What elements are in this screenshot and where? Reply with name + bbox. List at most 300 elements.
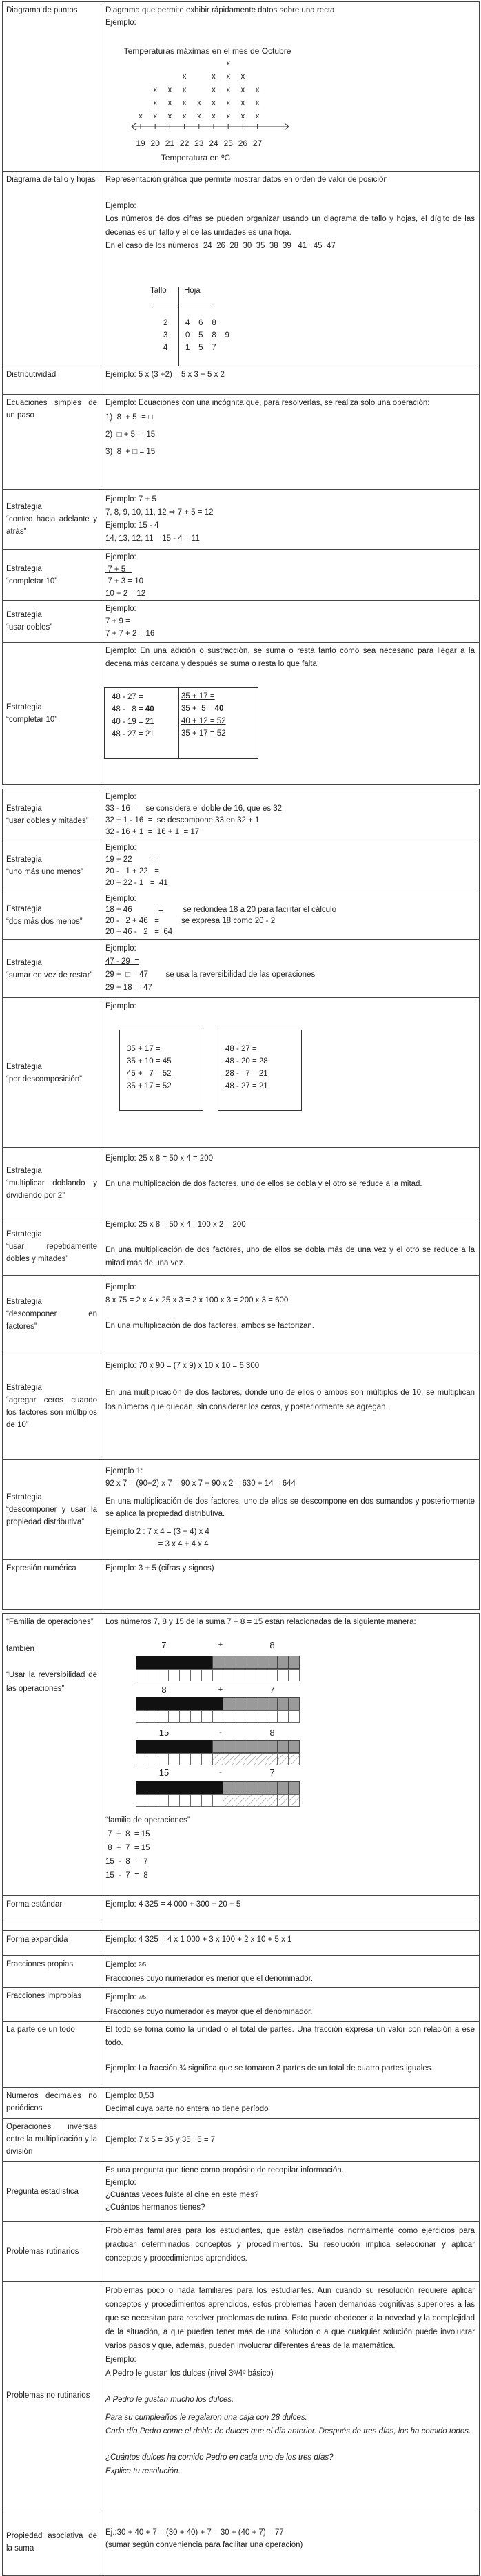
term-label: Fracciones impropias bbox=[6, 1992, 82, 2000]
bar-empty-cell bbox=[158, 1669, 170, 1681]
dot-marker: x bbox=[182, 72, 187, 81]
example-text: Ej.:30 + 40 + 7 = (30 + 40) + 7 = 30 + (40 + 7) = 77 bbox=[105, 2528, 284, 2537]
row-propias bbox=[2, 1956, 480, 1988]
example-text: Ejemplo: 3 + 5 (cifras y signos) bbox=[105, 1564, 214, 1572]
row-parte-todo bbox=[2, 2022, 480, 2088]
bar-gray-cell bbox=[223, 1781, 234, 1794]
dot-marker: x bbox=[182, 112, 187, 121]
definition bbox=[101, 2222, 479, 2281]
bar-hatched-cell bbox=[212, 1753, 224, 1765]
term-label: Estrategia “uno más uno menos” bbox=[6, 855, 83, 876]
example-line: 8 x 75 = 2 x 4 x 25 x 3 = 2 x 100 x 3 = 200 x 3 = 600 bbox=[105, 1296, 289, 1305]
bar-empty-cell bbox=[212, 1710, 224, 1723]
bar-empty-cell bbox=[179, 1794, 191, 1807]
bar-hatched-cell bbox=[223, 1753, 234, 1765]
example-label: Ejemplo: bbox=[105, 2179, 136, 2187]
example-line: 14, 13, 12, 11 15 - 4 = 11 bbox=[105, 534, 200, 543]
box-line: 35 + 17 = bbox=[181, 692, 215, 700]
dot-marker: x bbox=[139, 112, 143, 121]
definition bbox=[101, 366, 479, 394]
bar-empty-cell bbox=[223, 1710, 234, 1723]
term-label: Estrategia “usar dobles” bbox=[6, 611, 53, 632]
explanation: Fracciones cuyo numerador es menor que el denominador. bbox=[105, 1975, 314, 1983]
dot-marker: x bbox=[212, 98, 216, 107]
bar-empty-cell bbox=[277, 1669, 289, 1681]
bar-gray-cell bbox=[212, 1740, 224, 1753]
equation-item: 1) 8 + 5 = □ bbox=[105, 413, 153, 422]
definition bbox=[101, 1148, 479, 1218]
bar-empty-cell bbox=[136, 1753, 147, 1765]
definition bbox=[101, 1218, 479, 1275]
explanation: Problemas familiares para los estudiantes, que están diseñados normalmente como ejercicios para practicar determinados conceptos y procedimientos. Su resolución implica seleccionar y aplicar conceptos y procedimientos aprendidos. bbox=[105, 2227, 475, 2263]
row-distributiva bbox=[2, 1460, 480, 1560]
bar-gray-cell bbox=[245, 1656, 256, 1669]
leaf-header: Hoja bbox=[184, 287, 201, 295]
bar-empty-cell bbox=[147, 1753, 158, 1765]
example-text: Ejemplo: 5 x (3 +2) = 5 x 3 + 5 x 2 bbox=[105, 371, 225, 379]
bar-empty-cell bbox=[168, 1794, 180, 1807]
term-label: Fracciones propias bbox=[6, 1960, 74, 1969]
term bbox=[3, 1931, 101, 1955]
dot-plot-title: Temperaturas máximas en el mes de Octubre bbox=[123, 46, 291, 56]
bar-gray-cell bbox=[288, 1697, 300, 1710]
example-line: Ejemplo: 25 x 8 = 50 x 4 =100 x 2 = 200 bbox=[105, 1221, 246, 1229]
term bbox=[3, 2119, 101, 2161]
example-text: Ejemplo: En una adición o sustracción, se suma o resta tanto como sea necesario para llegar a la decena más cercana y después se suma o resta lo que falta: bbox=[105, 647, 475, 668]
tick-label: 27 bbox=[252, 138, 263, 148]
example-line: Ejemplo: 70 x 90 = (7 x 9) x 10 x 10 = 6 300 bbox=[105, 1362, 260, 1370]
tick-label: 23 bbox=[194, 138, 204, 148]
diagram-left-number: 8 bbox=[161, 1685, 167, 1695]
definition bbox=[101, 490, 479, 549]
bar-gray-cell bbox=[234, 1740, 245, 1753]
equation-item: 2) □ + 5 = 15 bbox=[105, 430, 156, 439]
bar-empty-cell bbox=[147, 1710, 158, 1723]
box-line: 35 + 17 = 52 bbox=[181, 729, 226, 738]
diagram-operator: - bbox=[219, 1768, 222, 1776]
description: Diagrama que permite exhibir rápidamente datos sobre una recta bbox=[105, 6, 335, 14]
term-label: Estrategia “conteo hacia adelante y atrás” bbox=[6, 503, 97, 536]
dot-marker: x bbox=[182, 98, 187, 107]
example-line: 29 + 18 = 47 bbox=[105, 984, 152, 992]
stem-value: 2 bbox=[163, 319, 168, 327]
example-line: 20 - 2 + 46 = se expresa 18 como 20 - 2 bbox=[105, 917, 276, 925]
explanation: En una multiplicación de dos factores, donde uno de ellos o ambos son múltiplos de 10, se multiplican los números que quedan, sin considerar los ceros, y posteriormente se agregan. bbox=[105, 1389, 475, 1411]
bar-gray-cell bbox=[256, 1697, 267, 1710]
explanation: En una multiplicación de dos factores, uno de ellos se descompone en dos sumandos y posteriormente se aplica la propiedad distributiva. bbox=[105, 1497, 475, 1518]
example-label: Ejemplo: bbox=[105, 1961, 136, 1969]
fraction: 2/5 bbox=[138, 1962, 147, 1968]
term bbox=[3, 490, 101, 549]
term-label: Problemas rutinarios bbox=[6, 2247, 79, 2256]
definition bbox=[101, 2282, 479, 2509]
box-line: 48 - 27 = 21 bbox=[225, 1082, 268, 1090]
dot-marker: x bbox=[212, 112, 216, 121]
example-line: 29 + □ = 47 se usa la reversibilidad de las operaciones bbox=[105, 970, 316, 979]
term-label: La parte de un todo bbox=[6, 2026, 75, 2034]
bar-empty-cell bbox=[158, 1710, 170, 1723]
stem-header: Tallo bbox=[150, 287, 167, 295]
example-line: 19 + 22 = bbox=[105, 855, 157, 864]
definition bbox=[101, 789, 479, 840]
bar-gray-cell bbox=[267, 1740, 278, 1753]
term-connector: también bbox=[6, 1644, 34, 1653]
example-line: Ejemplo: bbox=[105, 944, 136, 953]
bar-gray-cell bbox=[245, 1740, 256, 1753]
dot-marker: x bbox=[226, 59, 230, 67]
bar-empty-cell bbox=[190, 1669, 202, 1681]
row-impropias bbox=[2, 1988, 480, 2022]
bar-gray-cell bbox=[256, 1740, 267, 1753]
example-line: Ejemplo: bbox=[105, 844, 136, 852]
term-label: Estrategia “sumar en vez de restar” bbox=[6, 958, 93, 979]
subtraction-box bbox=[218, 1030, 302, 1111]
bar-empty-cell bbox=[256, 1669, 267, 1681]
term bbox=[3, 1148, 101, 1218]
term-label: Ecuaciones simples de un paso bbox=[6, 399, 97, 419]
dot-marker: x bbox=[167, 85, 172, 94]
glossary-table-2 bbox=[2, 789, 480, 1610]
example-text: Ejemplo: 7 x 5 = 35 y 35 : 5 = 7 bbox=[105, 2136, 216, 2144]
box-line-bold: 40 bbox=[214, 705, 224, 713]
example-label: Ejemplo: bbox=[105, 2356, 136, 2364]
story-line: A Pedro le gustan mucho los dulces. bbox=[105, 2396, 234, 2404]
term-label: Distributividad bbox=[6, 371, 57, 379]
bar-empty-cell bbox=[168, 1753, 180, 1765]
box-line: 48 - 27 = bbox=[112, 693, 143, 701]
bar-gray-cell bbox=[223, 1656, 234, 1669]
term-label: Forma expandida bbox=[6, 1935, 68, 1944]
dot-marker: x bbox=[182, 85, 187, 94]
row-decimales bbox=[2, 2088, 480, 2119]
bar-hatched-cell bbox=[234, 1794, 245, 1807]
example-text: Ejemplo: Ecuaciones con una incógnita que, para resolverlas, se realiza solo una operación: bbox=[105, 399, 430, 407]
bar-empty-cell bbox=[179, 1710, 191, 1723]
definition bbox=[101, 1956, 479, 1987]
term-label: Estrategia “completar 10” bbox=[6, 703, 58, 724]
term bbox=[3, 1560, 101, 1609]
example-text: Ejemplo: 4 325 = 4 x 1 000 + 3 x 100 + 2 x 10 + 5 x 1 bbox=[105, 1935, 292, 1944]
example-line: 7 + 5 = bbox=[105, 565, 133, 574]
bar-empty-cell bbox=[190, 1794, 202, 1807]
bar-hatched-cell bbox=[256, 1753, 267, 1765]
family-equation: 15 - 8 = 7 bbox=[105, 1858, 148, 1866]
term bbox=[3, 2022, 101, 2087]
explanation: Problemas poco o nada familiares para los estudiantes. Aun cuando su resolución requiere aplicar conceptos y procedimientos aprendidos, estos problemas hacen demandas cognitivas superiores a las que se necesitan para resolver problemas de rutina. Esto puede obedecer a la novedad y la complejidad de la situación, a que pueden tener más de una solución o a que cualquier solución puede involucrar varios pasos y que, además, pueden involucrar diferentes áreas de la matemática. bbox=[105, 2287, 475, 2350]
bar-black-segment bbox=[136, 1781, 223, 1794]
bar-empty-cell bbox=[136, 1710, 147, 1723]
example-label: Ejemplo: bbox=[105, 19, 136, 27]
tick-label: 20 bbox=[150, 138, 160, 148]
explanation: Fracciones cuyo numerador es mayor que el denominador. bbox=[105, 2008, 313, 2016]
row-diagrama-puntos bbox=[2, 2, 480, 172]
example-label: Ejemplo: bbox=[105, 1993, 136, 2002]
bar-black-segment bbox=[136, 1740, 212, 1753]
definition bbox=[101, 1560, 479, 1609]
term bbox=[3, 172, 101, 366]
example-line: Ejemplo: bbox=[105, 793, 136, 801]
explanation: En una multiplicación de dos factores, uno de ellos se dobla y el otro se reduce a la mitad. bbox=[105, 1180, 422, 1188]
definition bbox=[101, 395, 479, 489]
story-line: Para su cumpleaños le regalaron una caja con 28 dulces. bbox=[105, 2413, 307, 2422]
bar-gray-cell bbox=[267, 1697, 278, 1710]
bar-empty-cell bbox=[245, 1710, 256, 1723]
dot-marker: x bbox=[212, 85, 216, 94]
bar-empty-cell bbox=[136, 1669, 147, 1681]
box-line: 40 - 19 = 21 bbox=[112, 718, 154, 726]
story-line: Cada día Pedro come el doble de dulces que el día anterior. Después de tres días, los ha comido todos. bbox=[105, 2427, 471, 2435]
example-line: 7 + 7 + 2 = 16 bbox=[105, 630, 155, 638]
definition bbox=[101, 1353, 479, 1459]
diagram-right-number: 7 bbox=[269, 1685, 275, 1695]
definition bbox=[101, 2022, 479, 2087]
row-tallo-hojas bbox=[2, 172, 480, 366]
example-line: 7 + 9 = bbox=[105, 617, 130, 625]
equation-item: 3) 8 + □ = 15 bbox=[105, 448, 156, 456]
box-line: 48 - 27 = 21 bbox=[112, 730, 154, 738]
explanation: En una multiplicación de dos factores, ambos se factorizan. bbox=[105, 1322, 314, 1330]
dot-marker: x bbox=[226, 85, 230, 94]
bar-hatched-cell bbox=[277, 1753, 289, 1765]
dot-plot bbox=[101, 2, 473, 167]
row-pregunta bbox=[2, 2162, 480, 2222]
box-line: 48 - 27 = bbox=[225, 1045, 257, 1053]
definition bbox=[101, 1931, 479, 1955]
bar-empty-cell bbox=[168, 1710, 180, 1723]
bar-empty-cell bbox=[234, 1669, 245, 1681]
term-label: Pregunta estadística bbox=[6, 2188, 79, 2196]
bar-empty-cell bbox=[190, 1710, 202, 1723]
example-line: 7 + 3 = 10 bbox=[105, 577, 143, 585]
definition bbox=[101, 643, 479, 784]
row-expandida bbox=[2, 1931, 480, 1956]
page-break-strip bbox=[2, 1922, 480, 1931]
stem-divider bbox=[178, 287, 179, 366]
diagram-right-number: 8 bbox=[269, 1640, 275, 1650]
box-line: 48 - 20 = 28 bbox=[225, 1057, 268, 1066]
definition bbox=[101, 1276, 479, 1353]
example-line: Ejemplo: bbox=[105, 605, 136, 613]
row-completar-10-boxes bbox=[2, 643, 480, 785]
numbers-list: En el caso de los números 24 26 28 30 35 38 39 41 45 47 bbox=[105, 242, 336, 250]
term bbox=[3, 1614, 101, 1895]
x-axis-label: Temperatura en ºC bbox=[161, 153, 231, 163]
term-label: Propiedad asociativa de la suma bbox=[6, 2532, 97, 2553]
dot-marker: x bbox=[153, 112, 157, 121]
term-label: Operaciones inversas entre la multiplicación y la división bbox=[6, 2123, 97, 2156]
addition-box bbox=[178, 687, 258, 759]
bar-gray-cell bbox=[277, 1781, 289, 1794]
term bbox=[3, 1276, 101, 1353]
example-title: A Pedro le gustan los dulces (nivel 3º/4º básico) bbox=[105, 2369, 274, 2378]
term-label: Estrategia “descomponer en factores” bbox=[6, 1298, 97, 1331]
bar-gray-cell bbox=[288, 1781, 300, 1794]
row-sumar-restar bbox=[2, 940, 480, 998]
term bbox=[3, 2222, 101, 2281]
bar-gray-cell bbox=[245, 1697, 256, 1710]
term bbox=[3, 2162, 101, 2221]
stem-value: 4 bbox=[163, 344, 168, 352]
bar-gray-cell bbox=[277, 1656, 289, 1669]
bar-hatched-cell bbox=[256, 1794, 267, 1807]
example-line: Ejemplo 2 : 7 x 4 = (3 + 4) x 4 bbox=[105, 1528, 209, 1536]
bar-gray-cell bbox=[277, 1740, 289, 1753]
term bbox=[3, 550, 101, 600]
term bbox=[3, 1956, 101, 1987]
dot-marker: x bbox=[226, 112, 230, 121]
dot-marker: x bbox=[240, 98, 245, 107]
term bbox=[3, 1988, 101, 2021]
term bbox=[3, 601, 101, 642]
term bbox=[3, 940, 101, 997]
example-line: 10 + 2 = 12 bbox=[105, 590, 146, 598]
example-line: Ejemplo 1: bbox=[105, 1467, 143, 1475]
leaf-values: 4 6 8 bbox=[185, 319, 216, 327]
example-text: Los números de dos cifras se pueden organizar usando un diagrama de tallo y hojas, el dígito de las decenas es un tallo y el de las unidades es una hoja. bbox=[105, 215, 475, 237]
box-line: 35 + 17 = bbox=[127, 1045, 161, 1053]
diagram-left-number: 15 bbox=[158, 1767, 170, 1778]
leaf-values: 1 5 7 bbox=[185, 344, 216, 352]
bar-hatched-cell bbox=[277, 1794, 289, 1807]
term bbox=[3, 1460, 101, 1559]
row-usar-dobles bbox=[2, 601, 480, 643]
bar-gray-cell bbox=[277, 1697, 289, 1710]
example-line: 20 + 22 - 1 = 41 bbox=[105, 879, 168, 887]
example-question: ¿Cuántos hermanos tienes? bbox=[105, 2203, 205, 2212]
bar-hatched-cell bbox=[223, 1794, 234, 1807]
term bbox=[3, 2, 101, 171]
term-label: Estrategia “usar repetidamente dobles y mitades” bbox=[6, 1230, 97, 1263]
definition bbox=[101, 940, 479, 997]
term bbox=[3, 1353, 101, 1459]
example-line: 32 + 1 - 16 = se descompone 33 en 32 + 1 bbox=[105, 816, 260, 824]
term-label: Forma estándar bbox=[6, 1900, 63, 1909]
row-inversas bbox=[2, 2119, 480, 2162]
example-line: 32 - 16 + 1 = 16 + 1 = 17 bbox=[105, 828, 200, 836]
row-expresion bbox=[2, 1560, 480, 1610]
term bbox=[3, 891, 101, 939]
term-label: “Familia de operaciones” bbox=[6, 1618, 94, 1626]
dot-marker: x bbox=[167, 112, 172, 121]
story-question: ¿Cuántos dulces ha comido Pedro en cada uno de los tres días? bbox=[105, 2453, 334, 2462]
bar-gray-cell bbox=[234, 1781, 245, 1794]
bar-gray-cell bbox=[288, 1740, 300, 1753]
dot-marker: x bbox=[240, 112, 245, 121]
definition bbox=[101, 2, 479, 171]
term-label: Estrategia “multiplicar doblando y dividiendo por 2” bbox=[6, 1166, 97, 1200]
family-title: “familia de operaciones” bbox=[105, 1816, 190, 1825]
definition bbox=[101, 2088, 479, 2118]
example-line: 33 - 16 = se considera el doble de 16, que es 32 bbox=[105, 804, 283, 813]
term bbox=[3, 643, 101, 784]
tick-label: 19 bbox=[136, 138, 145, 148]
term-label: Estrategia “descomponer y usar la propiedad distributiva” bbox=[6, 1493, 97, 1526]
term bbox=[3, 2509, 101, 2575]
definition bbox=[101, 998, 479, 1147]
description: Representación gráfica que permite mostrar datos en orden de valor de posición bbox=[105, 176, 388, 184]
bar-gray-cell bbox=[212, 1656, 224, 1669]
explanation: En una multiplicación de dos factores, uno de ellos se dobla más de una vez y el otro se reduce a la mitad más de una vez. bbox=[105, 1246, 475, 1267]
bar-hatched-cell bbox=[245, 1794, 256, 1807]
bar-empty-cell bbox=[277, 1710, 289, 1723]
bar-empty-cell bbox=[223, 1669, 234, 1681]
box-line: 35 + 17 = 52 bbox=[127, 1082, 172, 1090]
term-label: Diagrama de puntos bbox=[6, 6, 78, 14]
term-label: Problemas no rutinarios bbox=[6, 2391, 90, 2400]
bar-empty-cell bbox=[179, 1753, 191, 1765]
term bbox=[3, 2088, 101, 2118]
example-line: Ejemplo: bbox=[105, 895, 136, 903]
bar-empty-cell bbox=[179, 1669, 191, 1681]
bar-hatched-cell bbox=[267, 1753, 278, 1765]
box-line: 45 + 7 = 52 bbox=[127, 1070, 172, 1078]
bar-gray-cell bbox=[223, 1697, 234, 1710]
bar-empty-cell bbox=[267, 1669, 278, 1681]
row-dobles-mitades bbox=[2, 789, 480, 840]
example-line: Ejemplo: 25 x 8 = 50 x 4 = 200 bbox=[105, 1154, 213, 1163]
bar-gray-cell bbox=[234, 1697, 245, 1710]
bar-empty-cell bbox=[201, 1710, 213, 1723]
bar-empty-cell bbox=[147, 1794, 158, 1807]
tick-label: 26 bbox=[238, 138, 248, 148]
row-dos-mas bbox=[2, 891, 480, 940]
bar-empty-cell bbox=[234, 1710, 245, 1723]
row-asociativa bbox=[2, 2509, 480, 2576]
bar-empty-cell bbox=[158, 1794, 170, 1807]
row-conteo bbox=[2, 490, 480, 550]
bar-empty-cell bbox=[245, 1669, 256, 1681]
example-line: Ejemplo: 15 - 4 bbox=[105, 521, 159, 530]
definition bbox=[101, 172, 479, 366]
bar-empty-cell bbox=[136, 1794, 147, 1807]
bar-gray-cell bbox=[256, 1781, 267, 1794]
example-question: ¿Cuántas veces fuiste al cine en este mes? bbox=[105, 2191, 259, 2199]
term bbox=[3, 395, 101, 489]
example-line: 47 - 29 = bbox=[105, 957, 139, 966]
row-ecuaciones bbox=[2, 395, 480, 490]
explanation: (sumar según conveniencia para facilitar una operación) bbox=[105, 2541, 303, 2549]
glossary-table-1 bbox=[2, 1, 480, 785]
bar-empty-cell bbox=[201, 1794, 213, 1807]
term bbox=[3, 840, 101, 891]
box-line: 40 + 12 = 52 bbox=[181, 717, 226, 725]
dot-marker: x bbox=[153, 85, 157, 94]
story-line: Explica tu resolución. bbox=[105, 2467, 181, 2475]
bar-empty-cell bbox=[288, 1710, 300, 1723]
bar-empty-cell bbox=[147, 1669, 158, 1681]
stem-value: 3 bbox=[163, 331, 168, 340]
definition bbox=[101, 840, 479, 891]
dot-marker: x bbox=[197, 98, 201, 107]
row-doblando bbox=[2, 1148, 480, 1218]
box-line: 35 + 5 = bbox=[181, 705, 215, 713]
bar-gray-cell bbox=[267, 1781, 278, 1794]
bar-gray-cell bbox=[256, 1656, 267, 1669]
intro-text: Los números 7, 8 y 15 de la suma 7 + 8 = 15 están relacionadas de la siguiente manera: bbox=[105, 1618, 416, 1626]
dot-marker: x bbox=[255, 112, 260, 121]
row-no-rutinarios bbox=[2, 2282, 480, 2509]
example-text: Ejemplo: 4 325 = 4 000 + 300 + 20 + 5 bbox=[105, 1900, 241, 1909]
explanation: Decimal cuya parte no entera no tiene período bbox=[105, 2105, 269, 2113]
diagram-operator: - bbox=[219, 1728, 222, 1736]
family-equation: 8 + 7 = 15 bbox=[105, 1844, 150, 1852]
term-label: Estrategia “completar 10” bbox=[6, 564, 58, 585]
definition bbox=[101, 1988, 479, 2021]
example-label: Ejemplo: bbox=[105, 1002, 136, 1010]
term-label: Números decimales no periódicos bbox=[6, 2092, 97, 2112]
definition bbox=[101, 1460, 479, 1559]
term bbox=[3, 1218, 101, 1275]
